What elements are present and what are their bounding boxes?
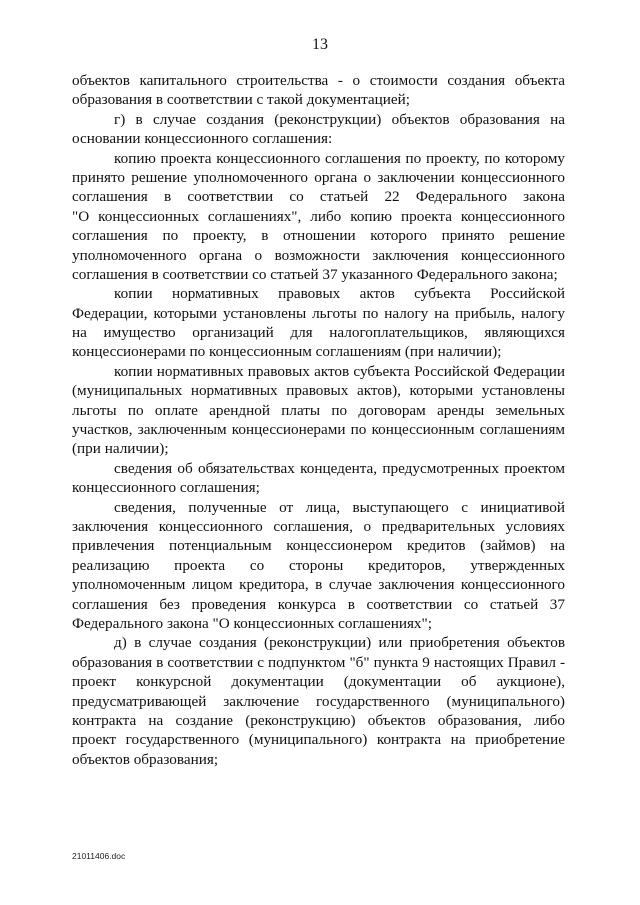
text-line: объектов капитального строительства - о стоимости создания объекта [72, 72, 565, 89]
text-line: соглашения в соответствии со статьей 22 Федерального закона [72, 188, 565, 206]
text-line: соглашения без проведения конкурса в соответствии со статьей 37 [72, 595, 565, 613]
text-line: проект конкурсной документации (документации об аукционе), [72, 673, 565, 691]
text-line: на имущество организаций для налогоплательщиков, являющихся [72, 324, 565, 342]
text-line: д) в случае создания (реконструкции) или приобретения объектов [114, 634, 565, 652]
text-line: предусматривающей заключение государственного (муниципального) [72, 692, 565, 710]
text-line: (при наличии); [72, 440, 169, 458]
file-name-footer: 21011406.doc [72, 851, 126, 861]
text-line: Федерации, которыми установлены льготы по налогу на прибыль, налогу [72, 304, 565, 322]
text-line: "О концессионных соглашениях", либо копию проекта концессионного [72, 207, 565, 225]
text-line: льготы по оплате арендной платы по договорам аренды земельных [72, 401, 565, 419]
text-line: уполномоченного органа о возможности заключения концессионного [72, 246, 565, 264]
text-line: концессионерами по концессионным соглашениям (при наличии); [72, 343, 502, 361]
text-line: проект государственного (муниципального) контракта на приобретение [72, 731, 565, 749]
text-line: соглашения в соответствии со статьей 37 указанного Федерального закона; [72, 265, 558, 283]
text-line: г) в случае создания (реконструкции) объектов образования на [114, 110, 565, 128]
text-line: контракта на создание (реконструкцию) объектов образования, либо [72, 711, 565, 729]
text-line: заключения концессионного соглашения, о предварительных условиях [72, 517, 565, 535]
text-line: реализацию проекта со стороны кредиторов, утвержденных [72, 556, 565, 574]
text-line: участков, заключенным концессионерами по концессионным соглашениям [72, 421, 565, 439]
text-line: образования в соответствии с такой документацией; [72, 91, 410, 109]
text-line: копии нормативных правовых актов субъекта Российской Федерации [114, 362, 565, 380]
text-line: (муниципальных нормативных правовых актов), которыми установлены [72, 382, 565, 400]
text-line: Федерального закона "О концессионных соглашениях"; [72, 614, 432, 632]
text-line: копию проекта концессионного соглашения по проекту, по которому [114, 149, 565, 167]
page-number: 13 [312, 36, 328, 53]
text-line: принято решение уполномоченного органа о заключении концессионного [72, 168, 565, 186]
text-line: концессионного соглашения; [72, 479, 260, 497]
text-line: основании концессионного соглашения: [72, 130, 333, 148]
text-line: копии нормативных правовых актов субъекта Российской [114, 285, 565, 303]
text-line: сведения об обязательствах концедента, предусмотренных проектом [114, 459, 565, 477]
text-line: соглашения по проекту, в отношении которого принято решение [72, 227, 565, 245]
text-line: объектов образования; [72, 750, 219, 768]
text-line: уполномоченным лицом кредитора, в случае заключения концессионного [72, 576, 565, 594]
text-line: сведения, полученные от лица, выступающего с инициативой [114, 498, 565, 516]
text-line: привлечения потенциальным концессионером кредитов (займов) на [72, 537, 565, 555]
text-line: образования в соответствии с подпунктом "б" пункта 9 настоящих Правил - [72, 653, 565, 671]
document-body [72, 71, 565, 769]
